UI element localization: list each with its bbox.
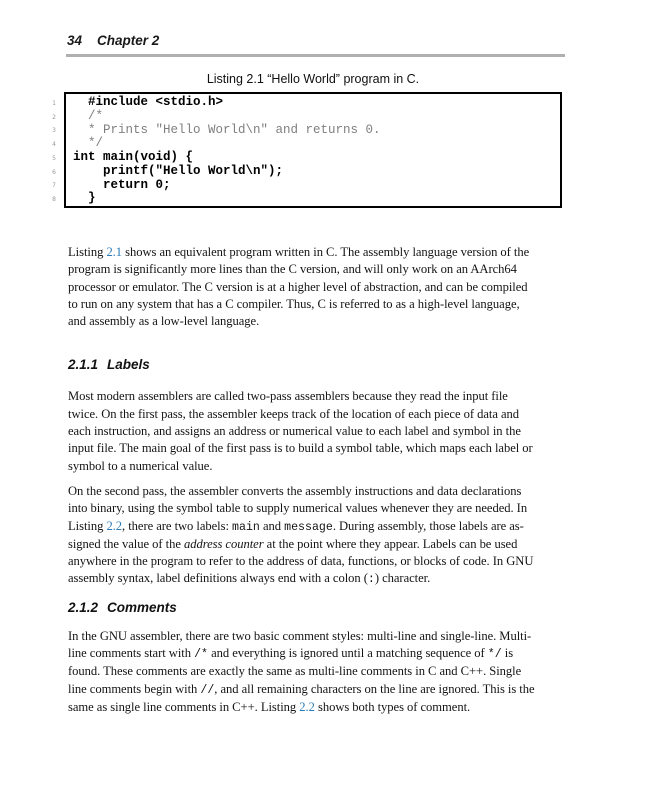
text-segment: , and all remaining characters on the line are ignored. This is the xyxy=(214,681,535,696)
text-segment: and assembly as a low-level language. xyxy=(68,314,260,329)
text-line xyxy=(68,570,565,588)
text-line xyxy=(68,553,565,570)
text-segment: Listing xyxy=(68,245,107,259)
text-segment: shows an equivalent program written in C. The assembly language version of the xyxy=(122,245,530,259)
text-line xyxy=(68,423,565,440)
page-number: 34 xyxy=(67,33,83,48)
line-number: 7 xyxy=(52,182,56,190)
listing-ref-link[interactable]: 2.1 xyxy=(106,245,123,259)
text-line xyxy=(68,244,565,261)
text-line xyxy=(68,536,565,553)
text-segment: found. These comments are exactly the same as multi-line comments in C and C++. Single xyxy=(68,664,522,679)
text-segment: . During assembly, those labels are as- xyxy=(332,518,524,533)
line-number: 5 xyxy=(52,154,56,162)
text-segment: On the second pass, the assembler converts the assembly instructions and data declarations xyxy=(68,483,522,498)
text-line xyxy=(68,296,565,313)
text-segment: line comments begin with xyxy=(68,681,201,696)
header-rule xyxy=(66,54,565,57)
code-line: #include <stdio.h> xyxy=(73,95,224,109)
text-line xyxy=(68,500,565,517)
code-line: printf("Hello World\n"); xyxy=(73,163,284,178)
line-number: 6 xyxy=(52,168,56,176)
text-segment: at the point where they appear. Labels can be used xyxy=(263,536,518,551)
text-segment: shows both types of comment. xyxy=(314,699,471,714)
inline-code: /* xyxy=(194,648,208,662)
text-segment: Most modern assemblers are called two-pass assemblers because they read the input file xyxy=(68,389,508,404)
text-segment: program is significantly more lines than the C version, and will only work on an AArch64 xyxy=(68,262,517,277)
inline-code: // xyxy=(200,683,215,697)
code-line: /* xyxy=(73,108,104,123)
section-number: 2.1.2 xyxy=(68,599,99,615)
code-line: */ xyxy=(73,136,104,151)
listing-ref-link[interactable]: 2.2 xyxy=(299,699,315,714)
section-title: Comments xyxy=(107,599,177,615)
text-line xyxy=(68,483,565,500)
paragraph xyxy=(68,244,565,330)
text-segment: into binary, using the symbol table to supply numerical values whenever they are needed. In xyxy=(68,501,528,516)
inline-code: message xyxy=(284,520,333,534)
text-segment: input file. The main goal of the first pass is to build a symbol table, which maps each label or xyxy=(68,441,533,456)
inline-code: */ xyxy=(487,648,502,662)
listing-caption: Listing 2.1 “Hello World” program in C. xyxy=(206,72,420,86)
text-segment: signed the value of the xyxy=(68,536,184,551)
text-segment: and xyxy=(259,518,285,533)
line-number: 1 xyxy=(52,99,56,107)
text-line xyxy=(68,518,565,536)
code-listing-box xyxy=(64,92,562,208)
listing-ref-link[interactable]: 2.2 xyxy=(106,518,123,533)
body-text xyxy=(68,244,565,716)
text-segment: assembly syntax, label definitions always end with a colon ( xyxy=(68,571,368,586)
text-segment: line comments start with xyxy=(68,646,195,661)
paragraph xyxy=(68,483,565,589)
text-segment: Listing xyxy=(68,518,107,533)
text-line xyxy=(68,440,565,457)
code-line: } xyxy=(73,191,96,206)
paragraph xyxy=(68,388,565,474)
paragraph xyxy=(68,628,565,716)
text-segment: symbol to a numerical value. xyxy=(68,458,213,473)
text-segment: to run on any system that has a C compiler. Thus, C is referred to as a high-level language, xyxy=(68,296,520,311)
code-line: return 0; xyxy=(73,177,171,192)
text-line xyxy=(68,663,565,680)
text-line xyxy=(68,681,565,699)
line-number: 3 xyxy=(52,127,56,135)
running-header xyxy=(67,33,159,48)
emphasis: address counter xyxy=(183,536,264,551)
text-segment: same as single line comments in C++. Listing xyxy=(68,699,300,714)
line-number: 2 xyxy=(52,113,56,121)
text-segment: and everything is ignored until a matching sequence of xyxy=(208,646,488,661)
inline-code: : xyxy=(367,573,375,587)
text-segment: ) character. xyxy=(374,571,431,586)
line-number: 4 xyxy=(52,141,56,148)
code-line: int main(void) { xyxy=(73,150,194,164)
text-line xyxy=(68,388,565,405)
text-segment: twice. On the first pass, the assembler keeps track of the location of each piece of data and xyxy=(68,406,519,421)
text-line xyxy=(68,628,565,645)
text-line xyxy=(68,406,565,423)
text-line xyxy=(68,458,565,475)
text-segment: In the GNU assembler, there are two basic comment styles: multi-line and single-line. Multi- xyxy=(68,628,532,643)
inline-code: main xyxy=(232,520,260,534)
text-segment: is xyxy=(501,646,514,661)
text-segment: processor or emulator. The C version is at a higher level of abstraction, and can be compiled xyxy=(68,279,528,294)
text-segment: each instruction, and assigns an address or numerical value to each label and symbol in the xyxy=(68,424,521,439)
code-lines xyxy=(66,94,560,206)
text-segment: anywhere in the program to refer to the address of data, functions, or blocks of code. In GNU xyxy=(68,554,534,569)
line-number-gutter xyxy=(42,95,56,205)
text-line xyxy=(68,313,565,330)
code-line: * Prints "Hello World\n" and returns 0. xyxy=(73,122,381,137)
chapter-title: Chapter 2 xyxy=(97,33,160,48)
text-line xyxy=(68,279,565,296)
text-line xyxy=(68,645,565,663)
section-heading xyxy=(68,356,565,373)
text-line xyxy=(68,699,565,716)
text-segment: , there are two labels: xyxy=(122,518,233,533)
section-number: 2.1.1 xyxy=(68,357,99,373)
text-line xyxy=(68,261,565,278)
section-title: Labels xyxy=(107,357,150,373)
line-number: 8 xyxy=(52,196,56,203)
section-heading xyxy=(68,599,565,616)
